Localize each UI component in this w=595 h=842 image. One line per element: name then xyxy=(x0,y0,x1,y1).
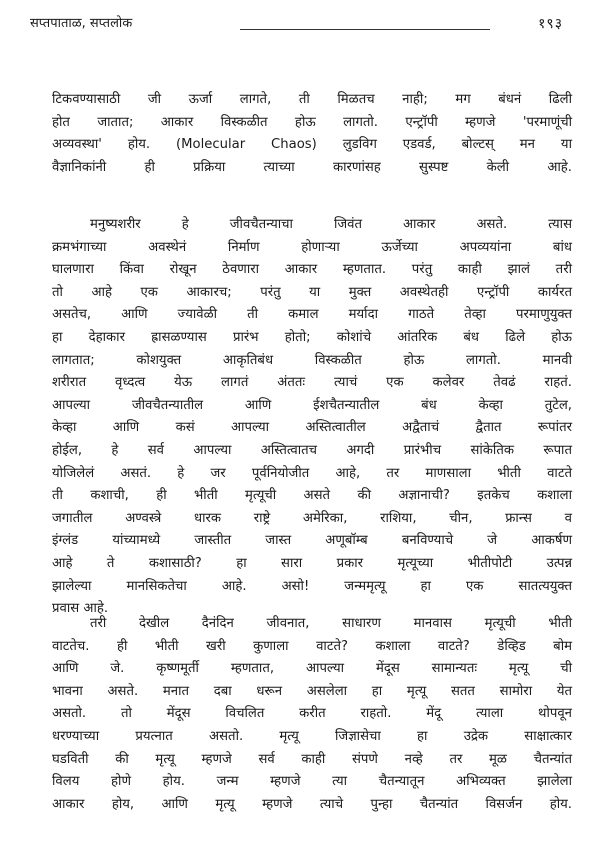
text-line: होत जातात; आकार विस्कळीत होऊ लागतो. एन्ट्रॉपी म्हणजे 'परमाणूंची xyxy=(52,114,572,130)
text-line: आहे ते कशासाठी? हा सारा प्रकार मृत्यूच्या भीतीपोटी उत्पन्न xyxy=(52,555,572,571)
text-line: इंग्लंड यांच्यामध्ये जास्तीत जास्त अणूबॉम्ब बनविण्याचे जे आकर्षण xyxy=(52,533,572,549)
header-rule xyxy=(240,29,490,30)
text-line: हा देहाकार ह्रासळण्यास प्रारंभ होतो; कोशांचे आंतरिक बंध ढिले होऊ xyxy=(52,329,572,345)
running-header xyxy=(30,14,575,36)
paragraph-1 xyxy=(52,89,572,179)
text-line: योजिलेलं असतं. हे जर पूर्वनियोजीत आहे, तर माणसाला भीती वाटते xyxy=(52,465,572,481)
text-line: तरी देखील दैनंदिन जीवनात, साधारण मानवास मृत्यूची भीती xyxy=(90,616,572,631)
page-number: १९३ xyxy=(538,16,563,32)
text-line: वैज्ञानिकांनी ही प्रक्रिया त्याच्या कारणांसह सुस्पष्ट केली आहे. xyxy=(52,159,572,175)
text-line: मनुष्यशरीर हे जीवचैतन्याचा जिवंत आकार असते. त्यास xyxy=(90,217,572,232)
text-line: प्रवास आहे. xyxy=(52,601,109,617)
paragraph-2 xyxy=(52,214,572,621)
text-line: होईल, हे सर्व आपल्या अस्तित्वातच अगदी प्रारंभीच सांकेतिक रूपात xyxy=(52,442,572,458)
text-line: शरीरात वृध्दत्व येऊ लागतं अंततः त्याचं एक कलेवर तेवढं राहतं. xyxy=(52,375,572,391)
chapter-title: सप्तपाताळ, सप्तलोक xyxy=(30,16,133,31)
text-line: केव्हा आणि कसं आपल्या अस्तित्वातील अद्वैताचं द्वैतात रूपांतर xyxy=(52,420,572,436)
text-line: टिकवण्यासाठी जी ऊर्जा लागते, ती मिळतच नाही; मग बंधनं ढिली xyxy=(52,92,572,107)
text-line: धरण्याच्या प्रयत्नात असतो. मृत्यू जिज्ञासेचा हा उद्रेक साक्षात्कार xyxy=(52,728,572,744)
text-line: घालणारा किंवा रोखून ठेवणारा आकार म्हणतात. परंतु काही झालं तरी xyxy=(52,262,572,278)
text-line: आपल्या जीवचैतन्यातील आणि ईशचैतन्यातील बंध केव्हा तुटेल, xyxy=(52,397,572,413)
text-line: असतो. तो मेंदूस विचलित करीत राहतो. मेंदू त्याला थोपवून xyxy=(52,706,572,722)
text-line: झालेल्या मानसिकतेचा आहे. असो! जन्ममृत्यू हा एक सातत्ययुक्त xyxy=(52,578,572,594)
text-line: लागतात; कोशयुक्त आकृतिबंध विस्कळीत होऊ लागतो. मानवी xyxy=(52,352,572,368)
text-line: तो आहे एक आकारच; परंतु या मुक्त अवस्थेतही एन्ट्रॉपी कार्यरत xyxy=(52,284,572,300)
text-line: अव्यवस्था' होय. (Molecular Chaos) लुडविग एडवर्ड, बोल्टस् मन या xyxy=(52,137,572,153)
text-line: आणि जे. कृष्णमूर्ती म्हणतात, आपल्या मेंदूस सामान्यतः मृत्यू ची xyxy=(52,661,572,677)
text-line: जगातील अण्वस्त्रे धारक राष्ट्रे अमेरिका, राशिया, चीन, फ्रान्स व xyxy=(52,510,572,526)
text-line: ती कशाची, ही भीती मृत्यूची असते की अज्ञानाची? इतकेच कशाला xyxy=(52,488,572,504)
text-line: वाटतेच. ही भीती खरी कुणाला वाटते? कशाला वाटते? डेव्हिड बोम xyxy=(52,638,572,654)
text-line: विलय होणे होय. जन्म म्हणजे त्या चैतन्यातून अभिव्यक्त झालेला xyxy=(52,774,572,790)
text-line: आकार होय, आणि मृत्यू म्हणजे त्याचे पुन्हा चैतन्यांत विसर्जन होय. xyxy=(52,796,572,812)
text-line: भावना असते. मनात दबा धरून असलेला हा मृत्यू सतत सामोरा येत xyxy=(52,683,572,699)
text-line: क्रमभंगाच्या अवस्थेनं निर्माण होणाऱ्या ऊर्जेच्या अपव्ययांना बांध xyxy=(52,239,572,255)
paragraph-3 xyxy=(52,613,572,816)
text-line: असतेच, आणि ज्यावेळी ती कमाल मर्यादा गाठते तेव्हा परमाणुयुक्त xyxy=(52,307,572,323)
text-line: घडविती की मृत्यू म्हणजे सर्व काही संपणे नव्हे तर मूळ चैतन्यांत xyxy=(52,751,572,767)
